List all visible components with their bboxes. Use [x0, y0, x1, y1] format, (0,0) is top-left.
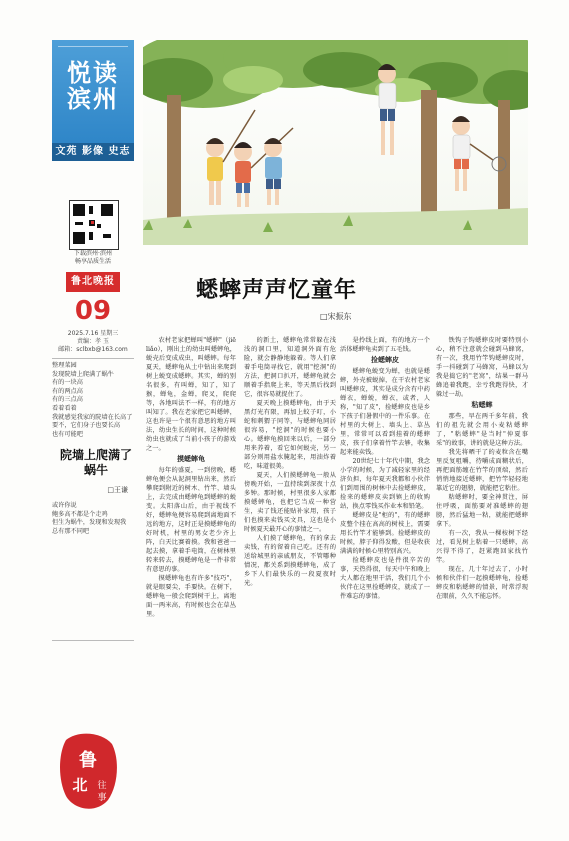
poem-line: 发现院墙上爬满了蜗牛 — [52, 370, 114, 378]
article-paragraph: 人们摸了蟋蟀龟，有的拿去卖钱，有的留着自己吃。还有的送给城里的亲戚朋友，不管哪种情况，都关系到摸蟋蟀龟，成了乡下人们最快乐的一段夏夜时光。 — [244, 535, 336, 587]
svg-text:事: 事 — [97, 793, 107, 803]
poem-line: 总有那不同吧 — [52, 527, 90, 535]
poem-line: 看着看着 — [52, 404, 77, 412]
article-column-4 — [436, 336, 528, 601]
issue-editor: 责编：孝 玉 — [77, 338, 109, 345]
article-column-3 — [340, 336, 430, 601]
poem-line: 或许你说 — [52, 502, 77, 509]
masthead-title-line1: 悦读 — [67, 59, 119, 87]
article-paragraph: 铁钩子钩蟋蟀皮时要特别小心，稍不注意就会碰到马蜂窝，有一次，我用竹竿钩蟋蟀皮时，手一抖碰到了马蜂窝，马蜂以为我是捣它的"老窝"，结果一群马蜂追着我跑，幸亏我跑得快，才躲过一劫。 — [436, 337, 528, 398]
poem-line: 我就感觉我家的院墙在长高了 — [52, 413, 133, 421]
qr-caption-line2: 畅享品质生活 — [74, 258, 111, 265]
section-subheading: 捡蟋蟀皮 — [371, 356, 399, 364]
poem-line: 但生为蜗牛，发现和发现我 — [52, 519, 127, 527]
qr-caption — [52, 250, 134, 266]
article-column-2 — [244, 336, 336, 588]
article-paragraph: 现在，几十年过去了，小时候和伙伴们一起摸蟋蟀龟，捡蟋蟀皮和粘蟋蟀的情景，时常浮现在眼前，久久不能忘怀。 — [436, 566, 528, 600]
section-subheading: 粘蟋蟀 — [471, 401, 493, 409]
poem-bottom — [52, 502, 134, 536]
article-column-1 — [146, 336, 236, 619]
article-paragraph: 那些，早在两千多年前，我们的祖先就会用小麦粘蟋蟀了，"粘蟋蟀"是当时"仲夏事采"的故事，讲的就是这种方法。 — [436, 413, 528, 447]
article-paragraph: 是拎线上面，有的地方一个活体蟋蟀龟卖到了五毛钱。 — [340, 337, 430, 353]
masthead-title-line2: 滨州 — [67, 85, 119, 113]
svg-text:北: 北 — [72, 776, 88, 794]
side-author: □王谦 — [107, 486, 128, 494]
article-paragraph: 蟋蟀皮是"柜的"，有的蟋蟀皮整个挂在高高的树枝上，需要用长竹竿才能够到。捡蟋蟀皮的时候，脖子仰得发酸，但是收获满满的时候心里特别高兴。 — [340, 512, 430, 555]
side-headline: 院墙上爬满了蜗牛 — [59, 448, 132, 477]
issue-meta — [52, 330, 134, 354]
svg-text:往: 往 — [97, 781, 107, 791]
article-paragraph: 摸蟋蟀龟也有许多"技巧"，就是眼要尖，手要快。在树下，蟋蟀龟一般会爬到树干上，离地面一两米高，有时候也会在草丛里。 — [146, 575, 236, 618]
childhood-illustration — [143, 40, 528, 245]
poem-top — [52, 362, 134, 439]
poem-line: 有的三点高 — [52, 396, 83, 404]
article-paragraph: 蟋蟀龟蜕变为蝉，也就是蟋蟀，外壳被蜕掉，在干农村老家叫蟋蟀皮，其实是成分含有中药蝉衣，蝉蜕，蝉衣，或者，人称，"知了皮"，捡蟋蟀皮也是乡下孩子们暑假中的一件乐事。在村里的大树上、墙头上、草丛里，常常可以看到挂着的蟋蟀皮，孩子们拿着竹竿去够，收集起来能卖钱。 — [340, 368, 430, 456]
article-paragraph: 每年的盛夏，一到傍晚，蟋蟀龟便会从泥洞里钻出来，然后攀爬到附近的树木、竹竿、墙头上，去完成由蟋蟀龟到蟋蟀的蜕变。太阳落山后，由于视线不好，蟋蟀龟便容易爬到离地面不远的地方，这时正是摸蟋蟀龟的好时机，村里的男女老少齐上阵，白天比赛着摸。我和爸爸一起去摸，拿着手电筒，在树林里转来转去，摸蟋蟀龟是一件非常有意思的事。 — [146, 467, 236, 573]
poem-line: 有的两点高 — [52, 387, 83, 395]
article-paragraph: 的新土，蟋蟀龟常常躲在浅浅的洞口里，知道洞外面有危险，就会静静地躲着。等人们拿着手电筒寻找它，就用"挖洞"的方法，把洞口扒开，蟋蟀龟就会顺着手指爬上来，等天黑后找到它，很容易就捉住了。 — [244, 337, 336, 398]
article-paragraph: 有一次，我从一棵桉树下经过，看见树上粘着一只蟋蟀，高兴得不得了，赶紧跑回家找竹竿。 — [436, 530, 528, 564]
poem-line: 有的一块高 — [52, 379, 83, 387]
left-rail — [52, 40, 134, 830]
poem-line: 也有可能吧 — [52, 430, 83, 438]
poem-line: 要不，它们身子也要长高 — [52, 422, 121, 430]
qr-caption-line1: 下载滨州·滨州 — [74, 250, 112, 257]
article-paragraph: 夏天晚上摸蟋蟀龟，由于天黑灯光有限，再加上蚊子叮，小蛇和刺猬子同等，与蟋蟀龟同居很容易，"挖洞"的时候也要小心。蟋蟀龟摸回来以后，一部分用来养着，看它如何蜕壳，另一部分则用盐水腌起来，用油炸着吃，味道很美。 — [244, 400, 336, 470]
qr-code[interactable] — [69, 200, 119, 250]
poem-line: 整理菜园 — [52, 362, 77, 369]
page-number: 09 — [74, 296, 112, 326]
article-paragraph: 农村老家把蝉叫"蟋蟀"（jiē liǎo），刚出土的幼虫叫蟋蟀龟，蜕壳后变成成虫，叫蟋蟀。每年夏天，蟋蟀龟从土中钻出来爬到树上蜕变成蟋蟀。其实，蝉的别名很多，有叫蝉，知了，知了猴，蝉龟，金蝉，爬叉，爬爬等，各地叫法不一样，有的地方叫知了。我在老家把它叫蟋蟀，这也许是一个很有意思的地方叫法，幼虫生长的时间，这种时候幼虫也就成了当前小孩子的游戏之一。 — [146, 337, 236, 452]
issue-email: 邮箱：sclbxb@163.com — [58, 346, 128, 353]
section-subtitle: 文苑 影像 史志 — [52, 143, 134, 161]
masthead-decoration — [58, 46, 128, 59]
article-paragraph: 捡蟋蟀皮也是件很辛苦的事，天热得很，每天中午和晚上大人都在地里干活，我们几个小伙伴在这里捡蟋蟀皮，就成了一件难忘的事情。 — [340, 557, 430, 600]
article-title: 蟋蟀声声忆童年 — [196, 278, 358, 303]
svg-text:鲁: 鲁 — [79, 750, 97, 771]
article-author: □宋振东 — [320, 312, 352, 321]
seal-logo — [58, 730, 122, 814]
issue-date: 2025.7.16 星期三 — [67, 330, 119, 337]
divider — [52, 640, 134, 641]
article-paragraph: 20世纪七十年代中期，我念小学的时候，为了减轻家里的经济负担，每年夏天我都和小伙伴们到周围的树林中去捡蟋蟀皮，捡来的蟋蟀皮卖到镇上的收购站，换点零钱买作业本和铅笔。 — [340, 458, 430, 510]
article-paragraph: 夏天，人们摸蟋蟀龟一般从傍晚开始，一直持续到深夜十点多钟。那时候，村里很多人家都摸蟋蟀龟，也把它当成一种营生，卖了钱还能贴补家用，孩子们也摸来卖钱买文具，这也是小时候夏天最开心的事情之一。 — [244, 472, 336, 533]
divider — [52, 358, 134, 359]
article-paragraph: 我先将晒干了的麦粒含在嘴里反复咀嚼，待嚼成面糊状后，再把面筋缠在竹竿的顶端，然后悄悄地接近蟋蟀，把竹竿轻轻地靠近它的翅膀，就能把它粘住。 — [436, 449, 528, 492]
section-subheading: 摸蟋蟀龟 — [177, 455, 205, 463]
article-paragraph: 粘蟋蟀时，要全神贯注，屏住呼吸，面筋要对准蟋蟀的翅膀，然后猛地一粘，就能把蟋蟀拿下。 — [436, 494, 528, 528]
poem-line: 鲍多高不都是个走鸡 — [52, 510, 108, 518]
paper-logo: 鲁北晚报 — [66, 272, 120, 292]
section-masthead — [52, 40, 134, 143]
